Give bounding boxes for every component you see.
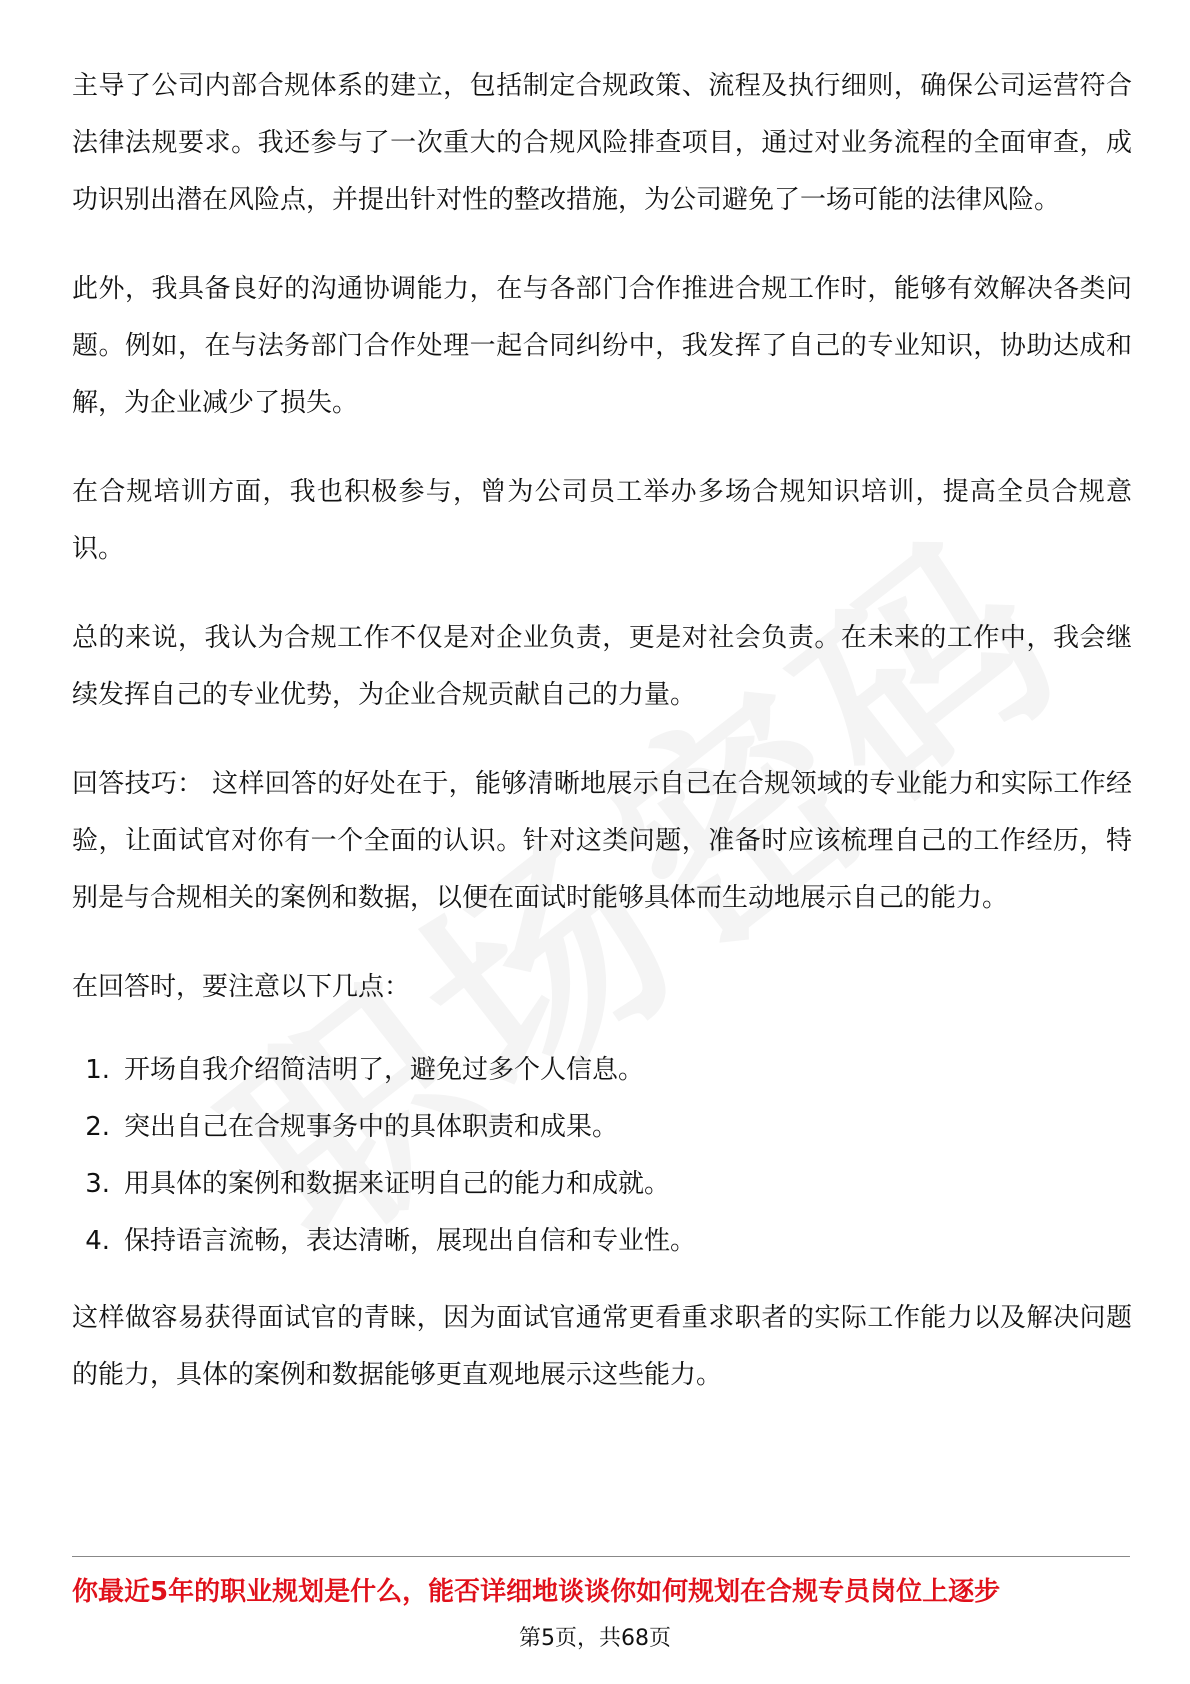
paragraph-closing: 这样做容易获得面试官的青睐，因为面试官通常更看重求职者的实际工作能力以及解决问题的能力，具体的案例和数据能够更直观地展示这些能力。: [72, 1303, 1132, 1390]
list-item-text: 保持语言流畅，表达清晰，展现出自信和专业性。: [124, 1226, 697, 1256]
list-item-text: 突出自己在合规事务中的具体职责和成果。: [124, 1112, 619, 1142]
paragraph-summary: 总的来说，我认为合规工作不仅是对企业负责，更是对社会负责。在未来的工作中，我会继续发挥自己的专业优势，为企业合规贡献自己的力量。: [72, 623, 1132, 710]
paragraph-answer-tips: 回答技巧： 这样回答的好处在于，能够清晰地展示自己在合规领域的专业能力和实际工作经验，让面试官对你有一个全面的认识。针对这类问题，准备时应该梳理自己的工作经历，特别是与合规相关的案例和数据，以便在面试时能够具体而生动地展示自己的能力。: [72, 769, 1132, 913]
paragraph-notes-intro: 在回答时，要注意以下几点：: [72, 972, 411, 1002]
list-item: [72, 1156, 1132, 1213]
section-divider: [72, 1556, 1130, 1557]
list-item: [72, 1099, 1132, 1156]
list-item-number: 4.: [85, 1226, 110, 1256]
list-item: [72, 1042, 1132, 1099]
paragraph-communication: 此外，我具备良好的沟通协调能力，在与各部门合作推进合规工作时，能够有效解决各类问题。例如，在与法务部门合作处理一起合同纠纷中，我发挥了自己的专业知识，协助达成和解，为企业减少了损失。: [72, 274, 1132, 418]
paragraph-training: 在合规培训方面，我也积极参与，曾为公司员工举办多场合规知识培训，提高全员合规意识。: [72, 477, 1132, 564]
list-item-number: 2.: [85, 1112, 110, 1142]
list-item: [72, 1213, 1132, 1270]
list-item-number: 1.: [85, 1055, 110, 1085]
page-body: [72, 58, 1132, 1436]
list-item-number: 3.: [85, 1169, 110, 1199]
page-number: 第5页，共68页: [519, 1626, 671, 1651]
next-question-heading: 你最近5年的职业规划是什么，能否详细地谈谈你如何规划在合规专员岗位上逐步: [72, 1577, 1001, 1607]
list-item-text: 开场自我介绍简洁明了，避免过多个人信息。: [124, 1055, 645, 1085]
tips-list: [72, 1042, 1132, 1270]
list-item-text: 用具体的案例和数据来证明自己的能力和成就。: [124, 1169, 671, 1199]
paragraph-compliance-system: 主导了公司内部合规体系的建立，包括制定合规政策、流程及执行细则，确保公司运营符合法律法规要求。我还参与了一次重大的合规风险排查项目，通过对业务流程的全面审查，成功识别出潜在风险点，并提出针对性的整改措施，为公司避免了一场可能的法律风险。: [72, 71, 1132, 215]
